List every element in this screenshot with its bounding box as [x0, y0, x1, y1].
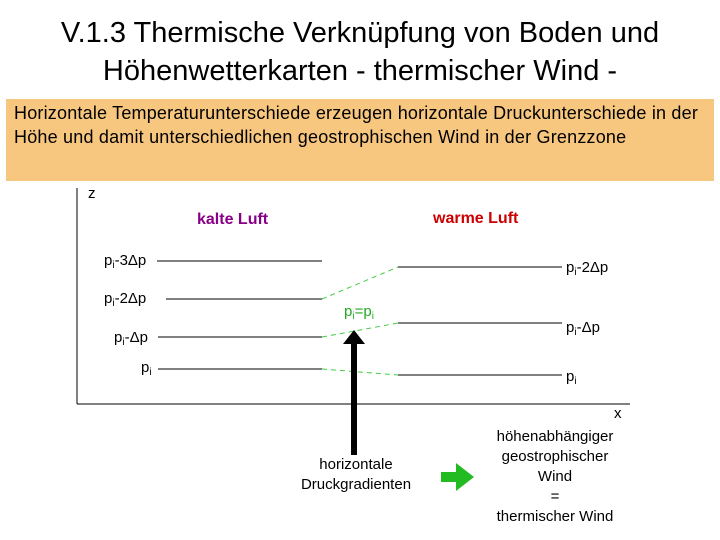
right-level-label: $p_i-2\Delta p$	[566, 259, 609, 278]
connector-3	[322, 369, 398, 375]
left-level-label: $p_i-2\Delta p$	[104, 290, 147, 309]
cold-air-label: kalte Luft	[197, 211, 269, 228]
left-level-label: $p_i$	[141, 359, 152, 378]
title-line-2: Höhenwetterkarten - thermischer Wind -	[102, 55, 618, 87]
wind-caption: höhenabhängiger geostrophischer Wind = thermischer Wind	[496, 428, 614, 525]
connector-1	[322, 267, 398, 299]
left-level-label: $p_i-\Delta p$	[114, 329, 148, 348]
gradient-arrow	[343, 330, 365, 455]
right-level-label: $p_i$	[566, 368, 577, 387]
warm-air-label: warme Luft	[433, 210, 519, 227]
equal-pressure-label: $p_i=p_i$	[344, 303, 374, 322]
left-level-label: $p_i-3\Delta p$	[104, 252, 147, 271]
z-axis-label: z	[88, 185, 96, 202]
right-level-label: $p_i-\Delta p$	[566, 319, 600, 338]
gradient-caption: horizontale Druckgradienten	[300, 456, 412, 493]
title-line-1: V.1.3 Thermische Verknüpfung von Boden und	[60, 17, 660, 49]
x-axis-label: x	[614, 405, 622, 422]
summary-banner: Horizontale Temperaturunterschiede erzeugen horizontale Druckunterschiede in der Höhe und damit unterschiedlichen geostrophischen Wind in der Grenzzone	[6, 99, 714, 181]
